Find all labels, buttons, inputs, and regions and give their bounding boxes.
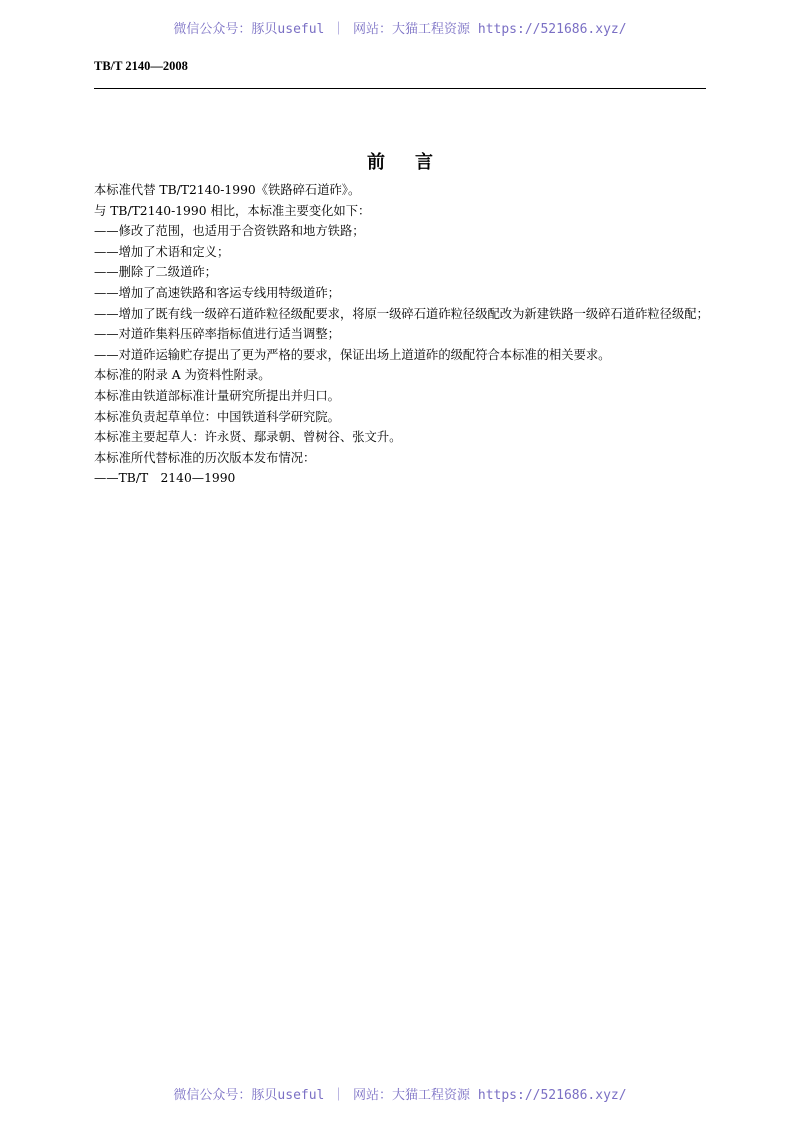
foreword-paragraph: 与 TB/T2140-1990 相比，本标准主要变化如下：	[94, 203, 371, 218]
superseded-version-item: ——TB/T 2140—1990	[94, 471, 236, 486]
foreword-paragraph: 本标准的附录 A 为资料性附录。	[94, 368, 271, 383]
change-item: ——对道砟集料压碎率指标值进行适当调整；	[94, 327, 340, 342]
foreword-paragraph: 本标准代替 TB/T2140-1990《铁路碎石道砟》。	[94, 183, 361, 197]
change-item: ——增加了既有线一级碎石道砟粒径级配要求，将原一级碎石道砟粒径级配改为新建铁路一级碎石道砟粒径级配；	[94, 306, 709, 321]
foreword-body	[94, 180, 710, 489]
change-item: ——修改了范围，也适用于合资铁路和地方铁路；	[94, 224, 365, 239]
change-item: ——对道砟运输贮存提出了更为严格的要求，保证出场上道道砟的级配符合本标准的相关要求。	[94, 347, 611, 362]
foreword-paragraph: 本标准主要起草人：许永贤、鄢录朝、曾树谷、张文升。	[94, 430, 402, 445]
change-item: ——删除了二级道砟；	[94, 265, 217, 280]
change-item: ——增加了术语和定义；	[94, 244, 230, 259]
change-item: ——增加了高速铁路和客运专线用特级道砟；	[94, 285, 340, 300]
page-title: 前言	[367, 152, 463, 173]
foreword-paragraph: 本标准由铁道部标准计量研究所提出并归口。	[94, 388, 340, 403]
standard-code: TB/T 2140—2008	[94, 59, 188, 73]
foreword-paragraph: 本标准所代替标准的历次版本发布情况：	[94, 450, 316, 465]
watermark-footer: 微信公众号：豚贝useful ｜ 网站：大猫工程资源 https://521686.xyz/	[173, 1088, 627, 1103]
watermark-header: 微信公众号：豚贝useful ｜ 网站：大猫工程资源 https://521686.xyz/	[173, 22, 627, 37]
header-divider	[94, 88, 706, 89]
foreword-paragraph: 本标准负责起草单位：中国铁道科学研究院。	[94, 409, 340, 424]
